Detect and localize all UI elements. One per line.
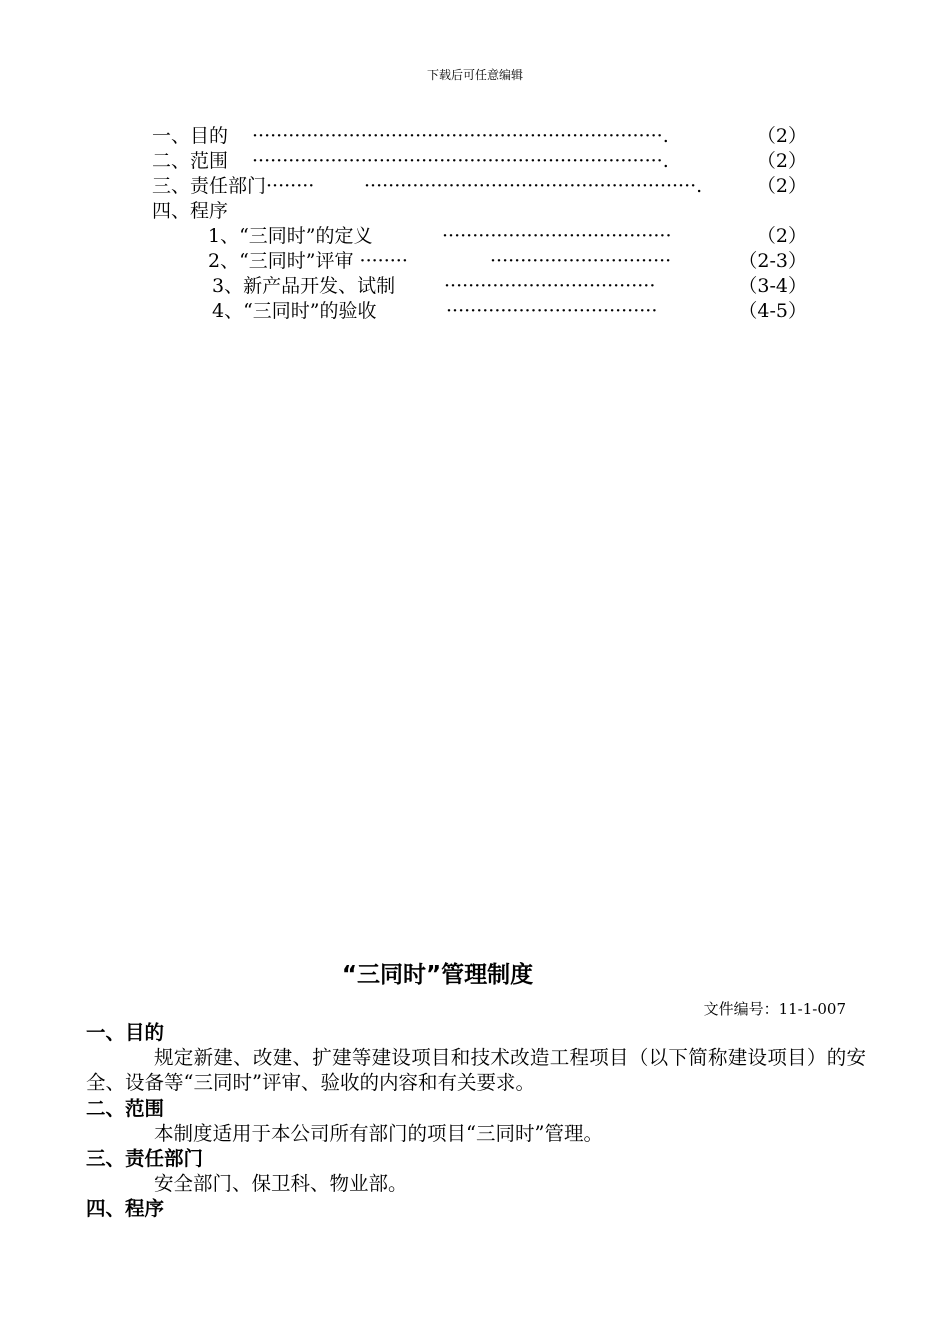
section-heading-purpose: 一、目的	[86, 1021, 165, 1044]
toc-row-7	[152, 274, 807, 299]
toc-row-8	[152, 299, 807, 324]
toc-row-2	[152, 149, 807, 174]
header-note: 下载后可任意编辑	[426, 68, 523, 82]
toc-label: 1、“三同时”的定义	[208, 225, 373, 247]
toc-dots: ····································································.	[252, 150, 669, 172]
section-heading-departments: 三、责任部门	[86, 1147, 204, 1170]
toc-dots: ·······················································.	[364, 175, 703, 197]
toc-dots: ····································································.	[252, 125, 669, 147]
section-heading-scope: 二、范围	[86, 1097, 165, 1120]
toc-page: （3-4）	[738, 275, 807, 297]
toc-label: 二、范围	[152, 150, 229, 172]
toc-dots: ······································	[442, 225, 672, 247]
toc-page: （4-5）	[738, 300, 807, 322]
toc-dots: ···································	[444, 275, 656, 297]
toc-row-5	[152, 224, 807, 249]
toc-label: 3、新产品开发、试制	[212, 275, 396, 297]
toc-page: （2）	[756, 175, 807, 197]
section-text-purpose: 规定新建、改建、扩建等建设项目和技术改造工程项目（以下简称建设项目）的安全、设备等“三同时”评审、验收的内容和有关要求。	[86, 1046, 866, 1094]
section-text-scope: 本制度适用于本公司所有部门的项目“三同时”管理。	[154, 1122, 603, 1145]
toc-row-1	[152, 124, 807, 149]
toc-row-6	[152, 249, 807, 274]
document-title: “三同时”管理制度	[341, 962, 534, 988]
toc-row-4	[152, 199, 807, 224]
section-heading-procedure: 四、程序	[86, 1197, 165, 1220]
toc-label: 一、目的	[152, 125, 229, 147]
toc-dots: ······························	[490, 250, 672, 272]
toc-page: （2）	[756, 150, 807, 172]
toc-label: 2、“三同时”评审 ········	[208, 250, 408, 272]
toc-dots: ···································	[446, 300, 658, 322]
file-number: 文件编号：11-1-007	[703, 1000, 846, 1018]
toc-row-3	[152, 174, 807, 199]
table-of-contents	[152, 124, 807, 324]
toc-label: 三、责任部门········	[152, 175, 315, 197]
toc-page: （2）	[756, 225, 807, 247]
toc-label: 四、程序	[152, 200, 229, 222]
toc-page: （2-3）	[738, 250, 807, 272]
toc-page: （2）	[756, 125, 807, 147]
toc-label: 4、“三同时”的验收	[212, 300, 377, 322]
section-text-departments: 安全部门、保卫科、物业部。	[154, 1172, 408, 1195]
